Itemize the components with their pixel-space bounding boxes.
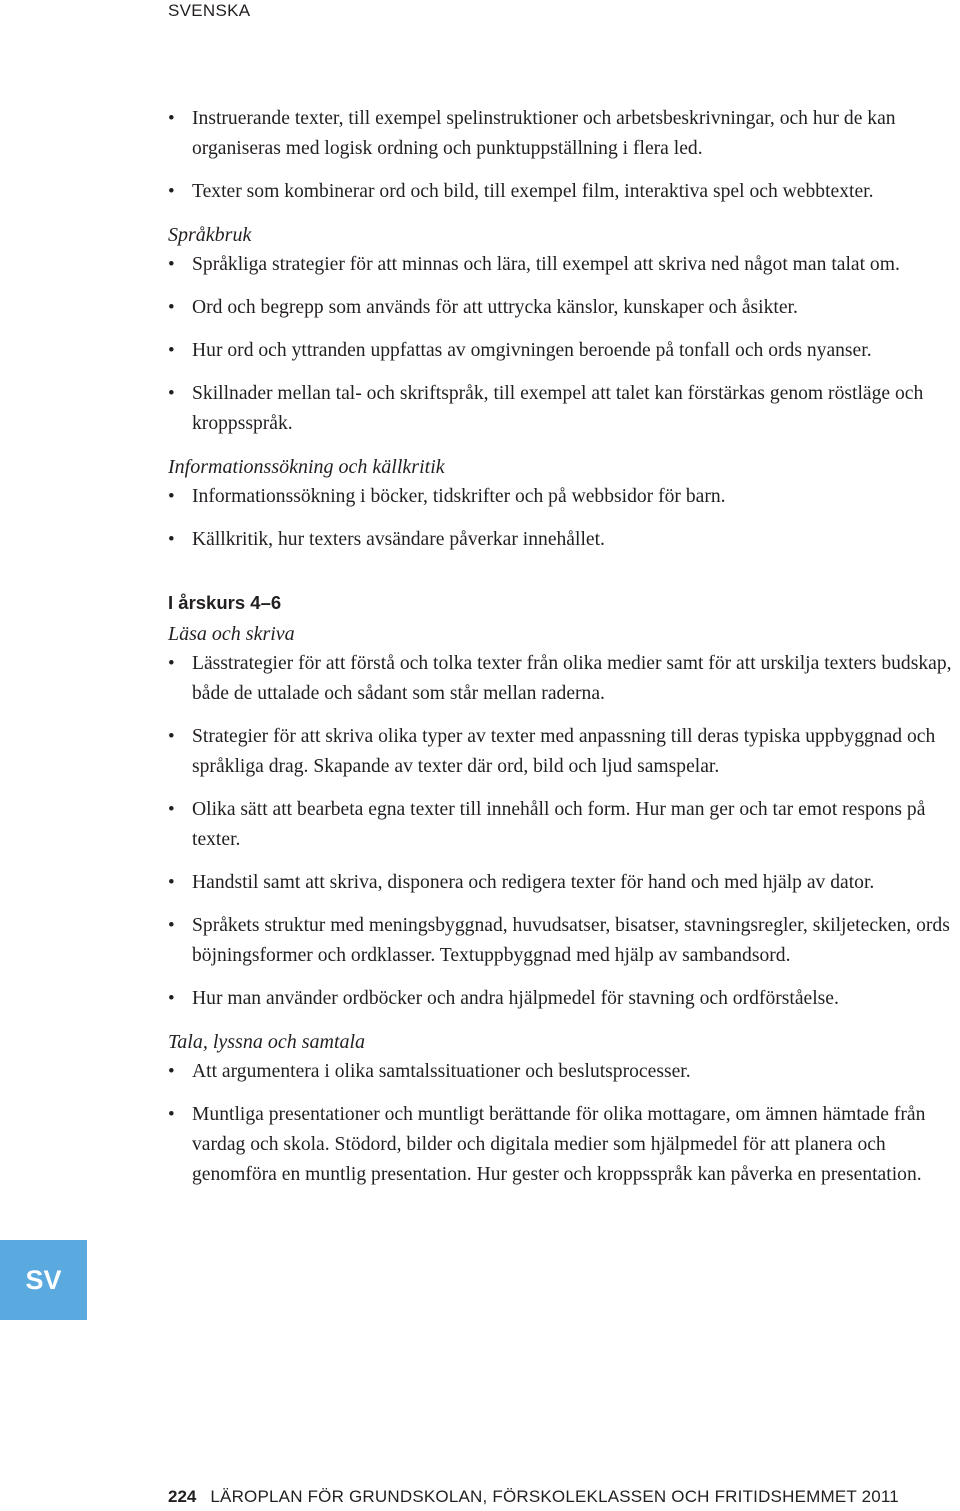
list-item-text: Hur man använder ordböcker och andra hjälpmedel för stavning och ordförståelse. bbox=[192, 988, 839, 1009]
bullet-icon: • bbox=[168, 297, 175, 318]
running-header: SVENSKA bbox=[168, 1, 251, 20]
list-item-text: Språkets struktur med meningsbyggnad, huvudsatser, bisatser, stavningsregler, skiljetecken, ords böjningsformer och ordklasser. Textuppbyggnad med hjälp av sambandsord. bbox=[192, 915, 950, 966]
bullet-icon: • bbox=[168, 340, 175, 361]
list-item bbox=[168, 722, 958, 782]
list-item bbox=[168, 525, 958, 555]
bullet-icon: • bbox=[168, 1061, 175, 1082]
list-item-text: Hur ord och yttranden uppfattas av omgivningen beroende på tonfall och ords nyanser. bbox=[192, 340, 872, 361]
page-content bbox=[168, 104, 958, 1203]
list-item bbox=[168, 649, 958, 709]
grade-heading: I årskurs 4–6 bbox=[168, 592, 282, 613]
list-item bbox=[168, 177, 958, 207]
bullet-icon: • bbox=[168, 108, 175, 129]
section-informationssokning bbox=[168, 452, 958, 555]
list-item-text: Handstil samt att skriva, disponera och redigera texter för hand och med hjälp av dator. bbox=[192, 872, 875, 893]
section-heading-lasa-skriva: Läsa och skriva bbox=[168, 623, 295, 645]
page-footer bbox=[168, 1487, 899, 1507]
list-item-text: Lässtrategier för att förstå och tolka texter från olika medier samt för att urskilja texters budskap, både de uttalade och sådant som står mellan raderna. bbox=[192, 653, 952, 704]
list-item bbox=[168, 379, 958, 439]
list-item bbox=[168, 293, 958, 323]
list-item-text: Språkliga strategier för att minnas och lära, till exempel att skriva ned något man talat om. bbox=[192, 254, 900, 275]
language-tab bbox=[0, 1240, 87, 1320]
section-heading-sprakbruk: Språkbruk bbox=[168, 224, 252, 246]
list-item bbox=[168, 104, 958, 164]
informationssokning-list bbox=[168, 482, 958, 555]
list-item bbox=[168, 984, 958, 1014]
section-heading-tala-lyssna: Tala, lyssna och samtala bbox=[168, 1031, 366, 1053]
section-lasa-skriva bbox=[168, 619, 958, 1014]
section-sprakbruk bbox=[168, 220, 958, 439]
language-tab-label: SV bbox=[25, 1264, 62, 1295]
list-item bbox=[168, 482, 958, 512]
bullet-icon: • bbox=[168, 383, 175, 404]
list-item bbox=[168, 868, 958, 898]
list-item-text: Att argumentera i olika samtalssituationer och beslutsprocesser. bbox=[192, 1061, 691, 1082]
sprakbruk-list bbox=[168, 250, 958, 439]
bullet-icon: • bbox=[168, 988, 175, 1009]
bullet-icon: • bbox=[168, 1104, 175, 1125]
list-item bbox=[168, 1100, 958, 1190]
bullet-icon: • bbox=[168, 653, 175, 674]
bullet-icon: • bbox=[168, 486, 175, 507]
bullet-icon: • bbox=[168, 872, 175, 893]
bullet-icon: • bbox=[168, 726, 175, 747]
bullet-icon: • bbox=[168, 799, 175, 820]
lasa-skriva-list bbox=[168, 649, 958, 1014]
page-number: 224 bbox=[168, 1487, 197, 1506]
list-item bbox=[168, 250, 958, 280]
list-item-text: Instruerande texter, till exempel spelinstruktioner och arbetsbeskrivningar, och hur de kan organiseras med logisk ordning och punktuppställning i flera led. bbox=[192, 108, 896, 159]
list-item-text: Skillnader mellan tal- och skriftspråk, till exempel att talet kan förstärkas genom röstläge och kroppsspråk. bbox=[192, 383, 924, 434]
list-item-text: Strategier för att skriva olika typer av texter med anpassning till deras typiska uppbyggnad och språkliga drag. Skapande av texter där ord, bild och ljud samspelar. bbox=[192, 726, 936, 777]
list-item-text: Ord och begrepp som används för att uttrycka känslor, kunskaper och åsikter. bbox=[192, 297, 798, 318]
list-item-text: Olika sätt att bearbeta egna texter till innehåll och form. Hur man ger och tar emot respons på texter. bbox=[192, 799, 926, 850]
footer-title: LÄROPLAN FÖR GRUNDSKOLAN, FÖRSKOLEKLASSEN OCH FRITIDSHEMMET 2011 bbox=[210, 1487, 899, 1506]
bullet-icon: • bbox=[168, 915, 175, 936]
intro-list bbox=[168, 104, 958, 207]
section-heading-informationssokning: Informationssökning och källkritik bbox=[168, 456, 445, 478]
list-item-text: Informationssökning i böcker, tidskrifter och på webbsidor för barn. bbox=[192, 486, 726, 507]
tala-lyssna-list bbox=[168, 1057, 958, 1190]
list-item-text: Muntliga presentationer och muntligt berättande för olika mottagare, om ämnen hämtade från vardag och skola. Stödord, bilder och digitala medier som hjälpmedel för att planera och genomföra en muntlig presentation. Hur gester och kroppsspråk kan påverka en presentation. bbox=[192, 1104, 926, 1185]
list-item bbox=[168, 795, 958, 855]
list-item bbox=[168, 911, 958, 971]
list-item bbox=[168, 336, 958, 366]
list-item-text: Texter som kombinerar ord och bild, till exempel film, interaktiva spel och webbtexter. bbox=[192, 181, 874, 202]
bullet-icon: • bbox=[168, 529, 175, 550]
list-item-text: Källkritik, hur texters avsändare påverkar innehållet. bbox=[192, 529, 605, 550]
list-item bbox=[168, 1057, 958, 1087]
section-tala-lyssna bbox=[168, 1027, 958, 1190]
bullet-icon: • bbox=[168, 181, 175, 202]
bullet-icon: • bbox=[168, 254, 175, 275]
